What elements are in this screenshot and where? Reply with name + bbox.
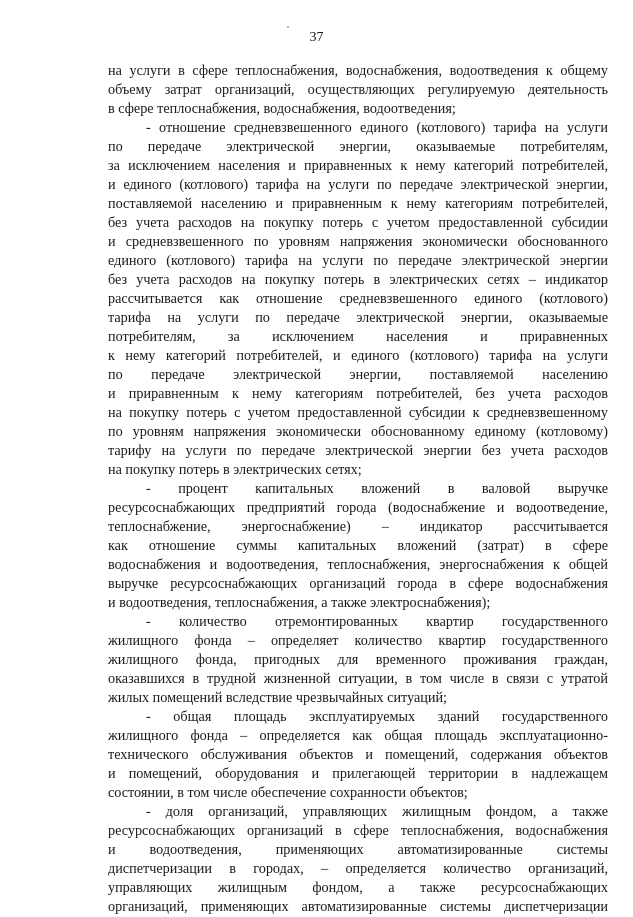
text-line: оказавшихся в трудной жизненной ситуации, в том числе в связи с утратой	[108, 671, 608, 687]
text-line: диспетчеризации в городах, – определяется количество организаций,	[108, 861, 608, 877]
text-line: - отношение средневзвешенного единого (котлового) тарифа на услуги	[146, 120, 608, 136]
text-line: жилищного фонда – определяется как общая площадь эксплуатационно-	[108, 728, 608, 744]
text-line: тарифу на услуги по передаче электрической энергии без учета расходов	[108, 443, 608, 459]
text-line: - общая площадь эксплуатируемых зданий государственного	[146, 709, 608, 725]
text-line: объему затрат организаций, осуществляющих регулируемую деятельность	[108, 82, 608, 98]
text-line: на покупку потерь с учетом предоставленной субсидии к средневзвешенному	[108, 405, 608, 421]
text-line: управляющих жилищным фондом, а также ресурсоснабжающих	[108, 880, 608, 896]
text-line: по передаче электрической энергии, оказываемые потребителям,	[108, 139, 608, 155]
text-line: на покупку потерь в электрических сетях;	[108, 462, 362, 478]
body-text	[108, 62, 608, 917]
text-line: ресурсоснабжающих предприятий города (водоснабжение и водоотведение,	[108, 500, 608, 516]
text-line: потребителям, за исключением населения и приравненных	[108, 329, 608, 345]
text-line: и приравненным к нему категориям потребителей, без учета расходов	[108, 386, 608, 402]
text-line: жилищного фонда, пригодных для временного проживания граждан,	[108, 652, 608, 668]
text-line: единого (котлового) тарифа на услуги по передаче электрической энергии	[108, 253, 608, 269]
text-line: жилищного фонда – определяет количество квартир государственного	[108, 633, 608, 649]
text-line: без учета расходов на покупку потерь с учетом предоставленной субсидии	[108, 215, 608, 231]
scan-speck	[287, 26, 289, 28]
text-line: за исключением населения и приравненных к нему категорий потребителей,	[108, 158, 608, 174]
text-line: и водоотведения, теплоснабжения, а также электроснабжения);	[108, 595, 491, 611]
text-line: по передаче электрической энергии, поставляемой населению	[108, 367, 608, 383]
text-line: без учета расходов на покупку потерь в электрических сетях – индикатор	[108, 272, 608, 288]
text-line: и средневзвешенного по уровням напряжения экономически обоснованного	[108, 234, 608, 250]
text-line: рассчитывается как отношение средневзвешенного единого (котлового)	[108, 291, 608, 307]
text-line: - количество отремонтированных квартир государственного	[146, 614, 608, 630]
text-line: тарифа на услуги по передаче электрической энергии, оказываемые	[108, 310, 608, 326]
page-number: 37	[309, 30, 324, 45]
text-line: технического обслуживания объектов и помещений, содержания объектов	[108, 747, 608, 763]
text-line: на услуги в сфере теплоснабжения, водоснабжения, водоотведения к общему	[108, 63, 608, 79]
text-line: водоснабжения и водоотведения, теплоснабжения, энергоснабжения к общей	[108, 557, 608, 573]
text-line: - процент капитальных вложений в валовой выручке	[146, 481, 608, 497]
text-line: и водоотведения, применяющих автоматизированные системы	[108, 842, 608, 858]
text-line: и единого (котлового) тарифа на услуги по передаче электрической энергии,	[108, 177, 608, 193]
text-line: состоянии, в том числе обеспечение сохранности объектов;	[108, 785, 468, 801]
text-line: по уровням напряжения экономически обоснованному единому (котловому)	[108, 424, 608, 440]
text-line: в сфере теплоснабжения, водоснабжения, водоотведения;	[108, 101, 456, 117]
text-line: ресурсоснабжающих организаций в сфере теплоснабжения, водоснабжения	[108, 823, 608, 839]
text-line: как отношение суммы капитальных вложений (затрат) в сфере	[108, 538, 608, 554]
text-line: жилых помещений вследствие чрезвычайных ситуаций;	[108, 690, 447, 706]
text-line: и помещений, оборудования и прилегающей территории в надлежащем	[108, 766, 608, 782]
text-line: - доля организаций, управляющих жилищным фондом, а также	[146, 804, 608, 820]
text-line: к нему категорий потребителей, и единого (котлового) тарифа на услуги	[108, 348, 608, 364]
text-line: выручке ресурсоснабжающих организаций города в сфере водоснабжения	[108, 576, 608, 592]
text-line: организаций, применяющих автоматизированные системы диспетчеризации	[108, 899, 608, 915]
text-line: поставляемой населению и приравненным к нему категориям потребителей,	[108, 196, 608, 212]
text-line: теплоснабжение, энергоснабжение) – индикатор рассчитывается	[108, 519, 608, 535]
